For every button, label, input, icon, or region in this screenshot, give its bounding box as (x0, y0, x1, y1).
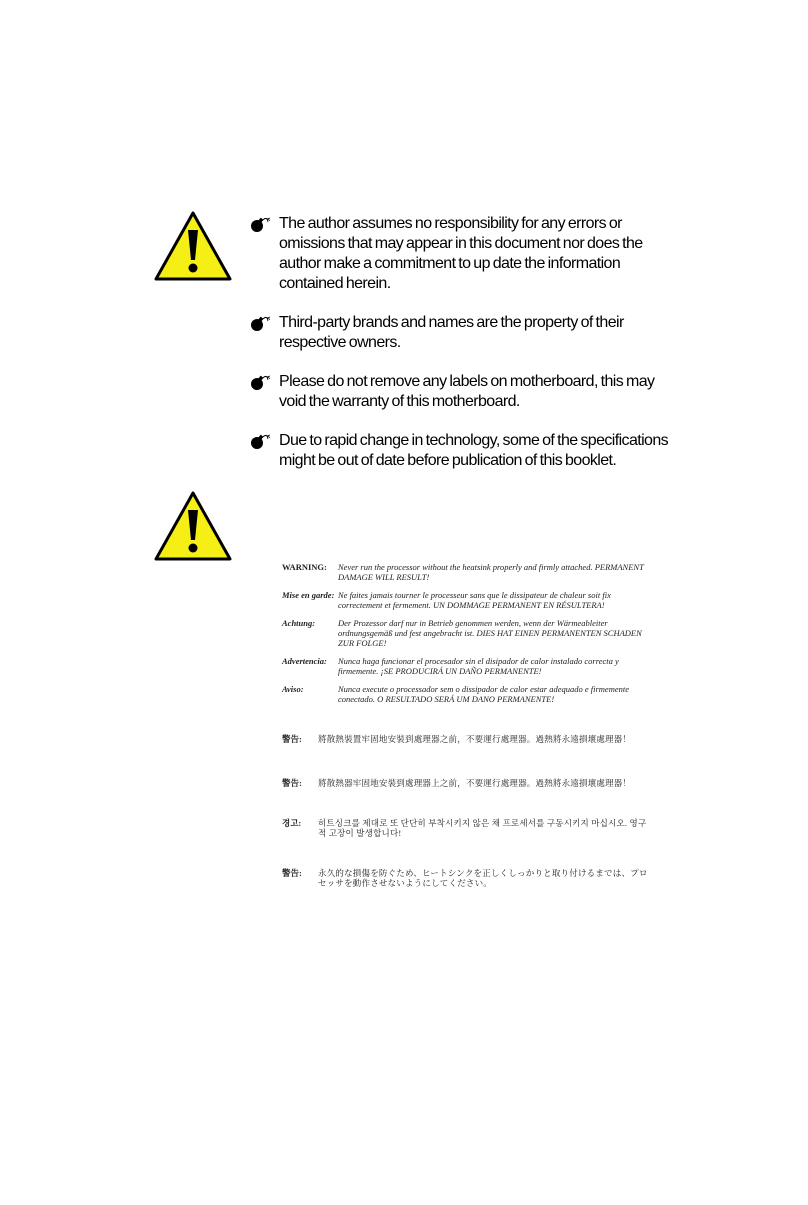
warning-row-chinese-simplified (282, 734, 652, 744)
notice-text: Due to rapid change in technology, some of the specifications might be out of date before publication of this booklet. (279, 432, 669, 469)
warning-row-spanish (282, 656, 652, 676)
warning-label: 警告: (282, 734, 302, 744)
notice-text: Please do not remove any labels on motherboard, this may void the warranty of this motherboard. (279, 373, 655, 410)
warning-label: Advertencia: (282, 656, 327, 666)
warning-row-german (282, 618, 652, 648)
bomb-icon (250, 434, 272, 450)
warning-label: 警告: (282, 868, 302, 878)
multilingual-warning-block (282, 562, 652, 896)
warning-text: Nunca execute o processador sem o dissipador de calor estar adequado e firmemente conectado. O RESULTADO SERÁ UM DANO PERMANENTE! (338, 684, 629, 704)
notice-list (250, 214, 670, 471)
list-item (250, 313, 670, 353)
list-item (250, 372, 670, 412)
warning-text: Ne faites jamais tourner le processeur sans que le dissipateur de chaleur soit fix correctement et fermement. UN DOMMAGE PERMANENT EN RÉSULTERA! (338, 590, 611, 610)
bomb-icon (250, 375, 272, 391)
warning-row-korean (282, 818, 652, 838)
warning-text: 將散熱裝置牢固地安裝到處理器之前，不要運行處理器。過熱將永遠損壞處理器！ (318, 734, 632, 744)
warning-text: Nunca haga funcionar el procesador sin el disipador de calor instalado correcta y firmemente. ¡SE PRODUCIRÁ UN DAÑO PERMANENTE! (338, 656, 619, 676)
warning-text: Der Prozessor darf nur in Betrieb genommen werden, wenn der Wärmeableiter ordnungsgemäß und fest angebracht ist. DIES HAT EINEN PERMANENTEN SCHADEN ZUR FOLGE! (338, 618, 642, 648)
warning-row-japanese (282, 868, 652, 888)
warning-triangle-icon (153, 210, 233, 282)
warning-text: Never run the processor without the heatsink properly and firmly attached. PERMANENT DAMAGE WILL RESULT! (338, 562, 644, 582)
warning-triangle-icon (153, 490, 233, 562)
warning-label: 警告: (282, 778, 302, 788)
warning-row-chinese-traditional (282, 778, 652, 788)
bomb-icon (250, 217, 272, 233)
warning-text: 히트싱크를 제대로 또 단단히 부착시키지 않은 채 프로세서를 구동시키지 마십시오. 영구적 고장이 발생합니다! (318, 818, 647, 838)
notice-text: Third-party brands and names are the property of their respective owners. (279, 314, 624, 351)
warning-row-english (282, 562, 652, 582)
list-item (250, 214, 670, 294)
list-item (250, 431, 670, 471)
warning-text: 將散熱器牢固地安裝到處理器上之前，不要運行處理器。過熱將永遠損壞處理器！ (318, 778, 632, 788)
warning-label: WARNING: (282, 562, 327, 572)
bomb-icon (250, 316, 272, 332)
warning-label: Achtung: (282, 618, 316, 628)
warning-row-portuguese (282, 684, 652, 704)
warning-row-french (282, 590, 652, 610)
warning-label: 경고: (282, 818, 302, 828)
warning-label: Aviso: (282, 684, 304, 694)
warning-label: Mise en garde: (282, 590, 335, 600)
warning-text: 永久的な損傷を防ぐため、ヒートシンクを正しくしっかりと取り付けるまでは、プロセッサを動作させないようにしてください。 (318, 868, 648, 888)
notice-text: The author assumes no responsibility for any errors or omissions that may appear in this document nor does the author make a commitment to up date the information contained herein. (279, 215, 643, 292)
